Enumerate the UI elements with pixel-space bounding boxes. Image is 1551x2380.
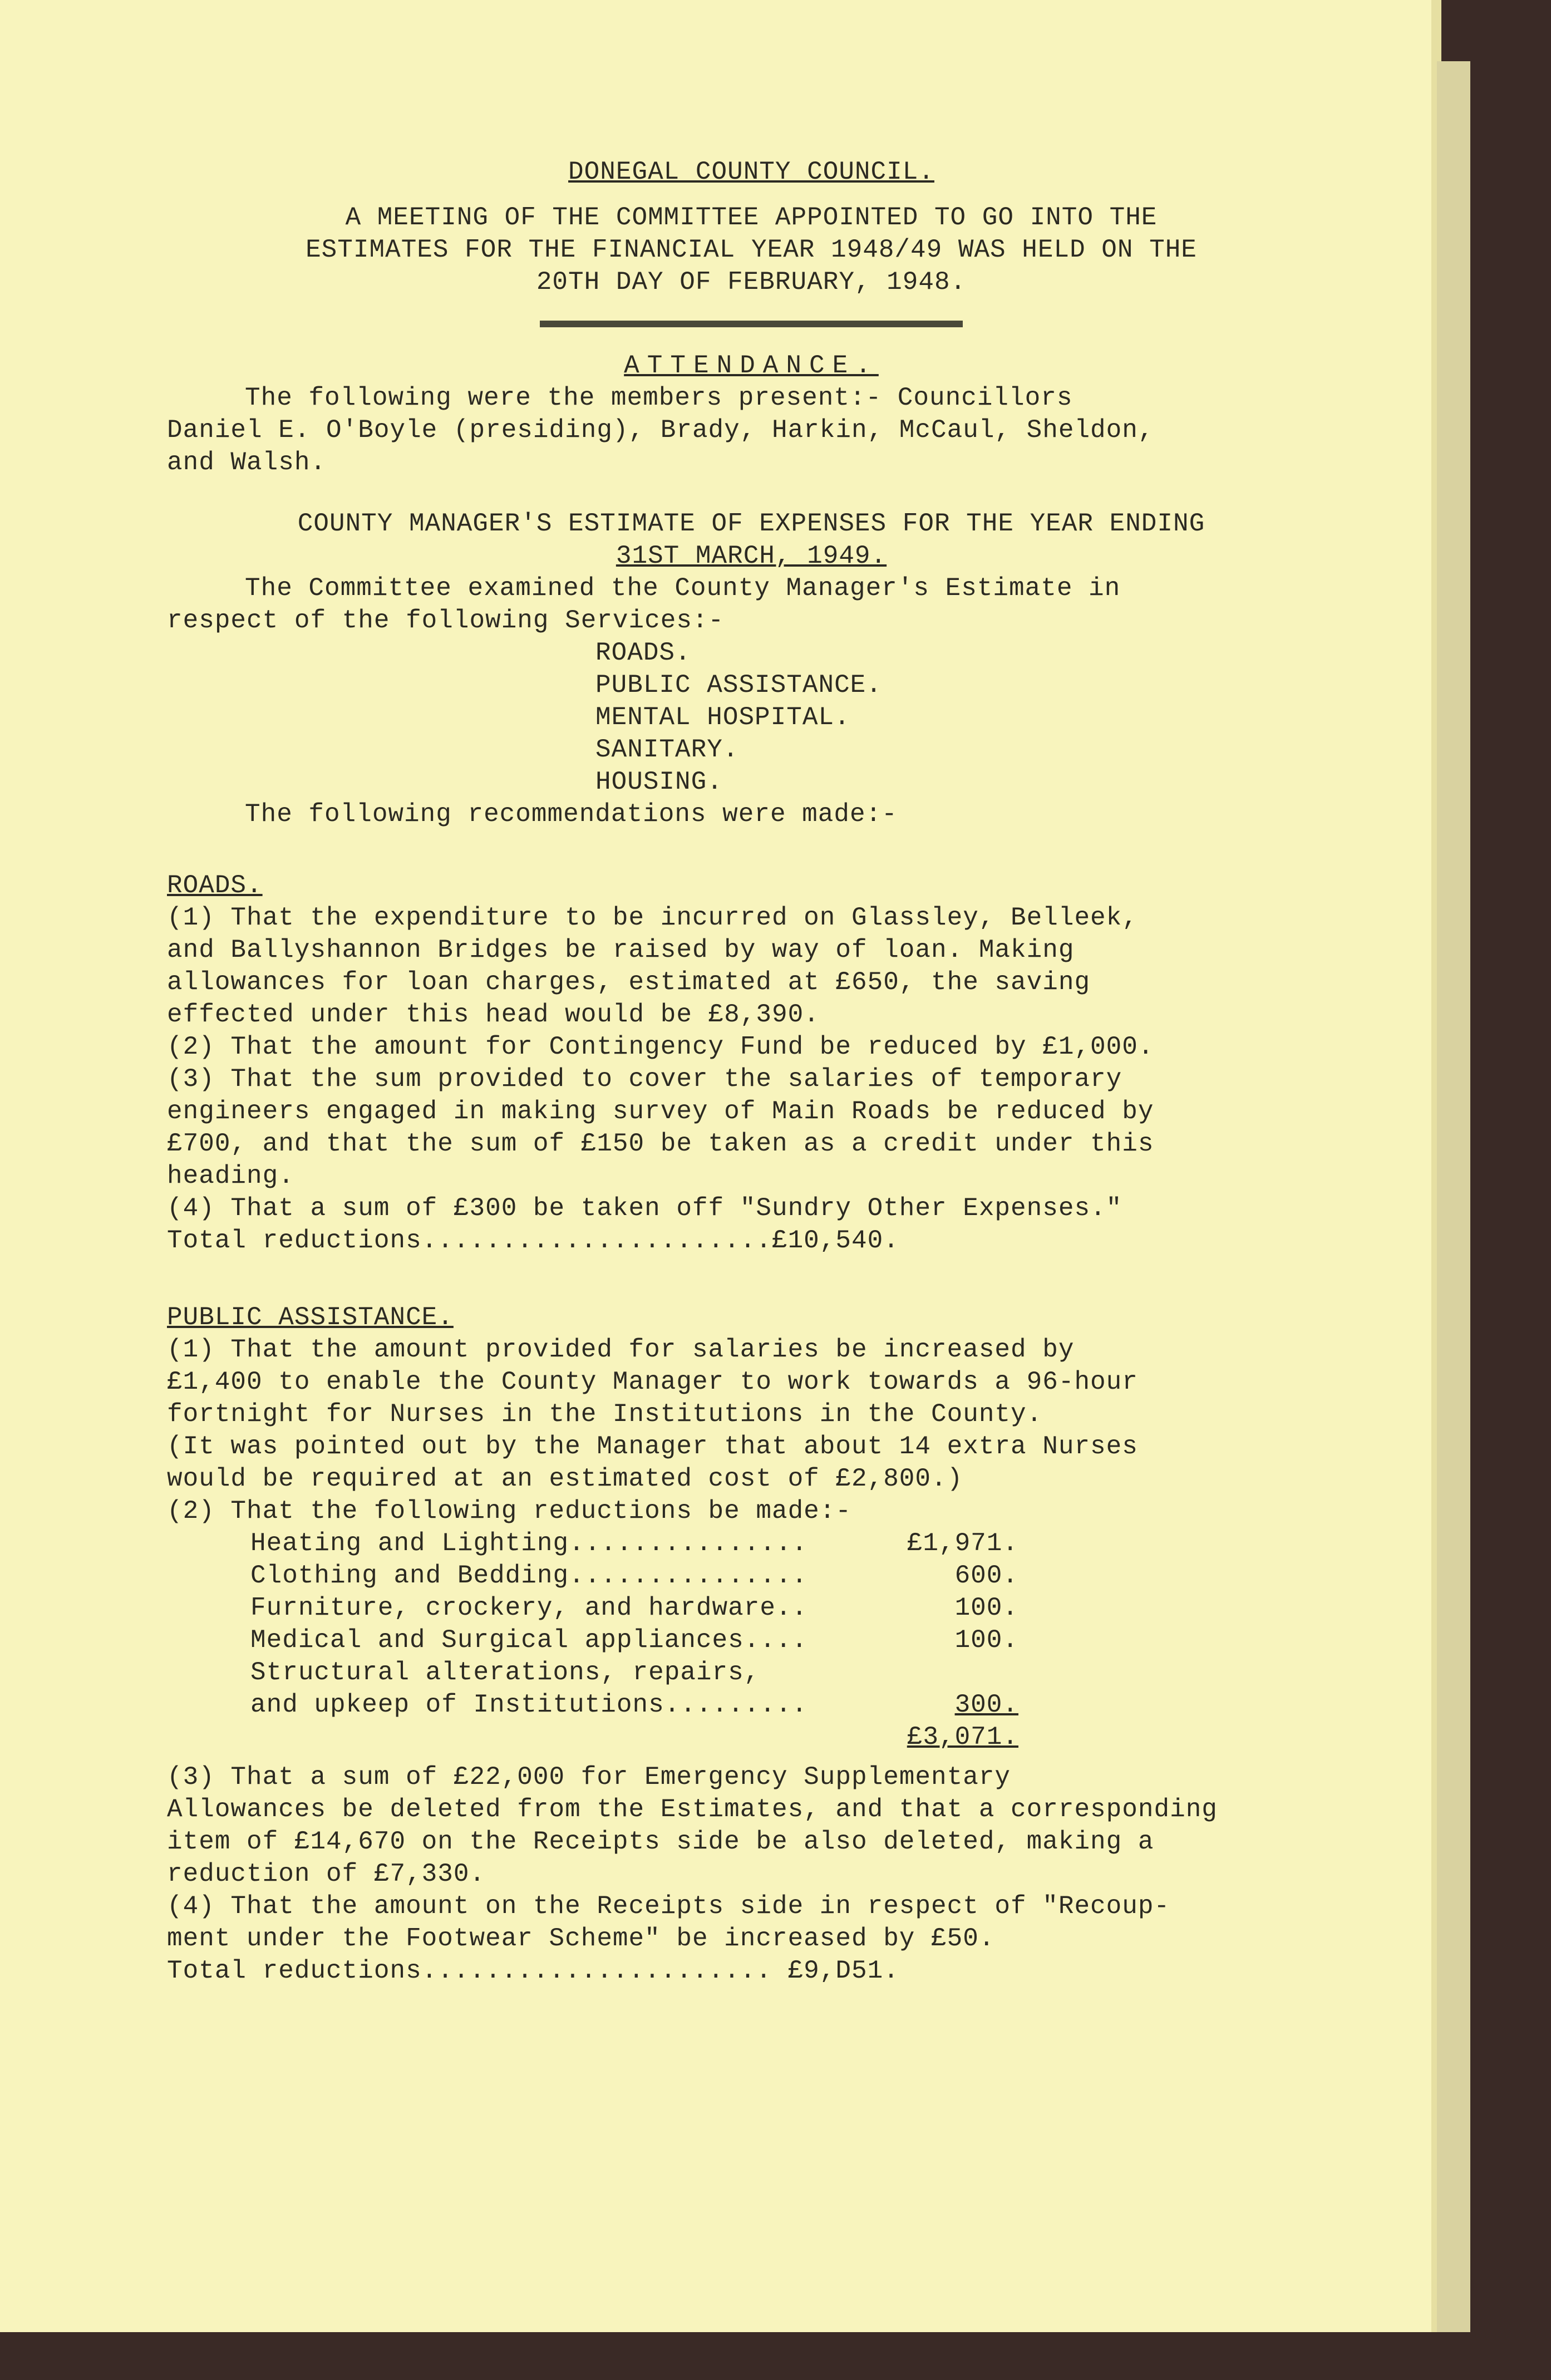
estimate-heading: [167, 508, 1336, 572]
council-name: DONEGAL COUNTY COUNCIL.: [568, 158, 934, 186]
estimate-intro: respect of the following Services:-: [167, 606, 725, 635]
reduction-row: [250, 1689, 1336, 1721]
estimate-intro: The Committee examined the County Manager's Estimate in: [245, 574, 1121, 603]
pa-line: (It was pointed out by the Manager that about 14 extra Nurses: [167, 1432, 1138, 1461]
roads-line: £700, and that the sum of £150 be taken as a credit under this: [167, 1129, 1154, 1158]
reduction-value: 100.: [954, 1626, 1018, 1655]
reduction-value: £1,971.: [907, 1529, 1018, 1558]
council-title: [167, 156, 1336, 188]
attendance-title: ATTENDANCE.: [624, 351, 879, 380]
reduction-label: Clothing and Bedding...............: [250, 1561, 808, 1590]
reductions-sum: £3,071.: [907, 1723, 1018, 1752]
reduction-label: Heating and Lighting...............: [250, 1529, 808, 1558]
public-assistance-title: PUBLIC ASSISTANCE.: [167, 1303, 454, 1332]
pa-line: (1) That the amount provided for salaries be increased by: [167, 1335, 1075, 1364]
reduction-row: [250, 1527, 1336, 1560]
meeting-line: A MEETING OF THE COMMITTEE APPOINTED TO GO INTO THE: [345, 203, 1158, 232]
reduction-value: 100.: [954, 1594, 1018, 1622]
reduction-label: Medical and Surgical appliances....: [250, 1626, 808, 1655]
public-assistance-section: [167, 1301, 1336, 1987]
roads-section: [167, 869, 1336, 1257]
pa-line: (2) That the following reductions be made:-: [167, 1497, 851, 1526]
reduction-label: and upkeep of Institutions.........: [250, 1690, 808, 1719]
reduction-row: [250, 1656, 1336, 1689]
service-item: PUBLIC ASSISTANCE.: [595, 671, 882, 700]
roads-title: ROADS.: [167, 871, 263, 900]
reduction-value: [874, 1656, 1018, 1689]
services-list: [595, 637, 1336, 798]
roads-line: heading.: [167, 1162, 294, 1191]
roads-line: (3) That the sum provided to cover the salaries of temporary: [167, 1065, 1122, 1094]
roads-line: (4) That a sum of £300 be taken off "Sundry Other Expenses.": [167, 1194, 1122, 1223]
reduction-label: Structural alterations, repairs,: [250, 1658, 760, 1687]
roads-line: (2) That the amount for Contingency Fund be reduced by £1,000.: [167, 1032, 1154, 1061]
reduction-row: [250, 1560, 1336, 1592]
attendance-line: and Walsh.: [167, 448, 327, 477]
document-body: [167, 134, 1336, 2032]
service-item: MENTAL HOSPITAL.: [595, 703, 850, 732]
meeting-line: ESTIMATES FOR THE FINANCIAL YEAR 1948/49 WAS HELD ON THE: [306, 235, 1197, 264]
attendance-line: Daniel E. O'Boyle (presiding), Brady, Harkin, McCaul, Sheldon,: [167, 416, 1154, 445]
reductions-sum-row: [250, 1721, 1336, 1753]
pa-line: reduction of £7,330.: [167, 1860, 486, 1889]
service-item: ROADS.: [595, 638, 691, 667]
service-item: HOUSING.: [595, 768, 723, 796]
roads-line: effected under this head would be £8,390.: [167, 1000, 820, 1029]
roads-line: allowances for loan charges, estimated at £650, the saving: [167, 968, 1091, 997]
attendance-heading: [167, 350, 1336, 382]
pa-total: Total reductions...................... £9,D51.: [167, 1956, 899, 1985]
pa-line: Allowances be deleted from the Estimates, and that a corresponding: [167, 1795, 1218, 1824]
meeting-line: 20TH DAY OF FEBRUARY, 1948.: [536, 268, 967, 297]
roads-total: Total reductions......................£10,540.: [167, 1226, 899, 1255]
recommendations-intro: The following recommendations were made:-: [245, 800, 898, 829]
meeting-heading: [167, 201, 1336, 298]
roads-line: and Ballyshannon Bridges be raised by way of loan. Making: [167, 936, 1075, 965]
reductions-table: [250, 1527, 1336, 1753]
estimate-heading-line: 31ST MARCH, 1949.: [616, 542, 887, 571]
reduction-value: 600.: [954, 1561, 1018, 1590]
divider-rule: [540, 321, 963, 327]
pa-line: would be required at an estimated cost of £2,800.): [167, 1464, 963, 1493]
reduction-value: 300.: [954, 1690, 1018, 1719]
estimate-heading-line: COUNTY MANAGER'S ESTIMATE OF EXPENSES FOR THE YEAR ENDING: [297, 509, 1205, 538]
roads-line: (1) That the expenditure to be incurred on Glassley, Belleek,: [167, 903, 1138, 932]
pa-line: ment under the Footwear Scheme" be increased by £50.: [167, 1924, 995, 1953]
attendance-line: The following were the members present:- Councillors: [245, 383, 1073, 412]
reduction-row: [250, 1592, 1336, 1624]
pa-line: (3) That a sum of £22,000 for Emergency Supplementary: [167, 1763, 1011, 1792]
pa-line: fortnight for Nurses in the Institutions in the County.: [167, 1400, 1043, 1429]
service-item: SANITARY.: [595, 735, 739, 764]
reduction-row: [250, 1624, 1336, 1656]
reduction-label: Furniture, crockery, and hardware..: [250, 1594, 808, 1622]
roads-line: engineers engaged in making survey of Main Roads be reduced by: [167, 1097, 1154, 1126]
pa-line: (4) That the amount on the Receipts side in respect of "Recoup-: [167, 1892, 1170, 1921]
pa-line: item of £14,670 on the Receipts side be also deleted, making a: [167, 1827, 1154, 1856]
pa-line: £1,400 to enable the County Manager to work towards a 96-hour: [167, 1368, 1138, 1396]
